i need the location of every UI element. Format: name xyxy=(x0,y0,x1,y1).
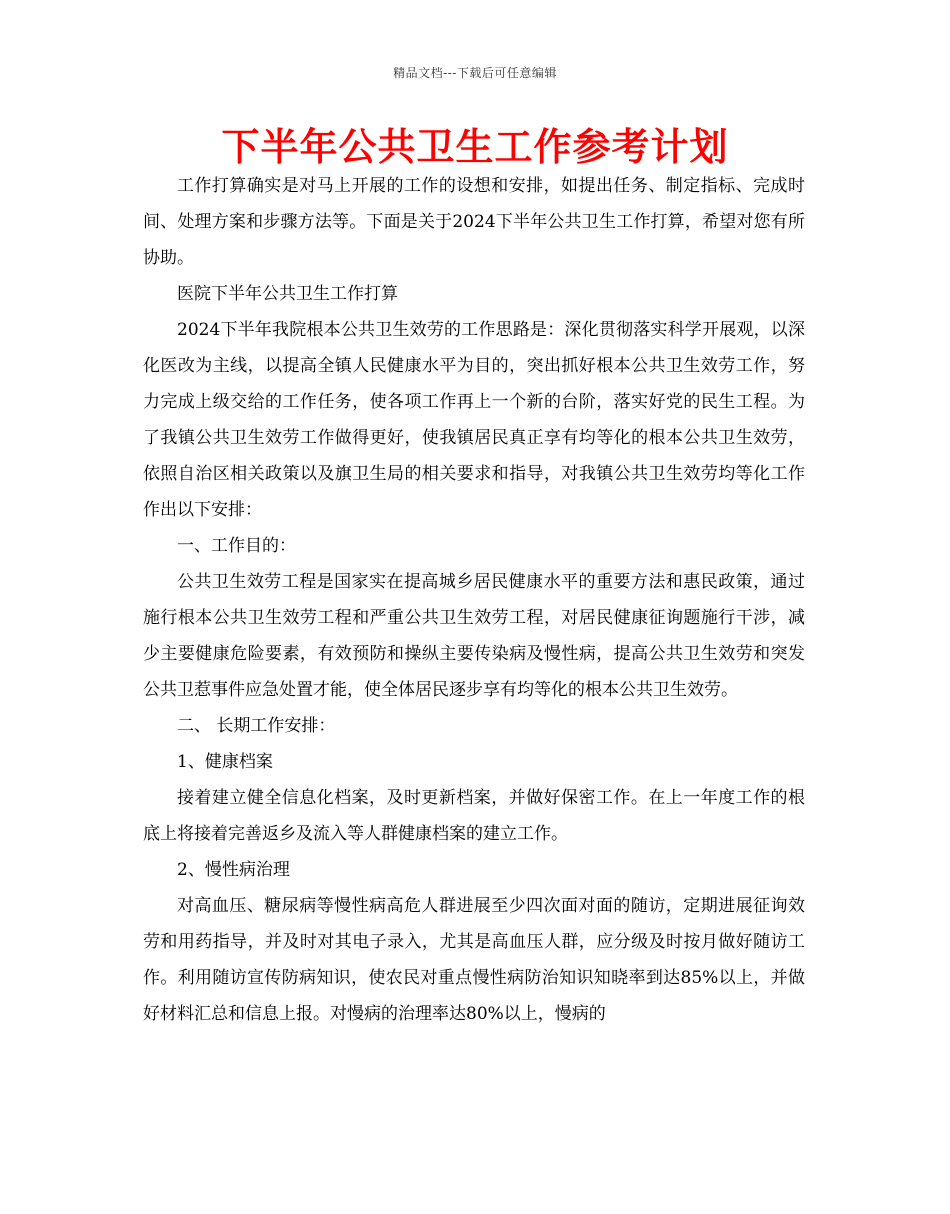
paragraph-health-records: 接着建立健全信息化档案，及时更新档案，并做好保密工作。在上一年度工作的根底上将接着完善返乡及流入等人群健康档案的建立工作。 xyxy=(143,788,805,844)
document-title: 下半年公共卫生工作参考计划 xyxy=(221,125,729,169)
paragraph-work-approach: 2024下半年我院根本公共卫生效劳的工作思路是：深化贯彻落实科学开展观，以深化医改为主线，以提高全镇人民健康水平为目的，突出抓好根本公共卫生效劳工作，努力完成上级交给的工作任务，使各项工作再上一个新的台阶，落实好党的民生工程。为了我镇公共卫生效劳工作做得更好，使我镇居民真正享有均等化的根本公共卫生效劳，依照自治区相关政策以及旗卫生局的相关要求和指导，对我镇公共卫生效劳均等化工作作出以下安排： xyxy=(143,320,805,520)
paragraph-subheading: 医院下半年公共卫生工作打算 xyxy=(177,284,398,304)
document-body xyxy=(143,168,805,1032)
paragraph-intro: 工作打算确实是对马上开展的工作的设想和安排，如提出任务、制定指标、完成时间、处理方案和步骤方法等。下面是关于2024下半年公共卫生工作打算，希望对您有所协助。 xyxy=(143,176,805,268)
paragraph-chronic-disease: 对高血压、糖尿病等慢性病高危人群进展至少四次面对面的随访，定期进展征询效劳和用药指导，并及时对其电子录入，尤其是高血压人群，应分级及时按月做好随访工作。利用随访宣传防病知识，使农民对重点慢性病防治知识知晓率到达85%以上，并做好材料汇总和信息上报。对慢病的治理率达80%以上，慢病的 xyxy=(143,896,805,1024)
paragraph-goal: 公共卫生效劳工程是国家实在提高城乡居民健康水平的重要方法和惠民政策，通过施行根本公共卫生效劳工程和严重公共卫生效劳工程，对居民健康征询题施行干涉，减少主要健康危险要素，有效预防和操纵主要传染病及慢性病，提高公共卫生效劳和突发公共卫惹事件应急处置才能，使全体居民逐步享有均等化的根本公共卫生效劳。 xyxy=(143,572,805,700)
page-header: 精品文档---下载后可任意编辑 xyxy=(393,66,557,80)
item-heading-health-records: 1、健康档案 xyxy=(177,752,273,772)
item-heading-chronic-disease: 2、慢性病治理 xyxy=(177,860,290,880)
section-heading-long-term: 二、 长期工作安排： xyxy=(177,716,336,736)
section-heading-goal: 一、工作目的： xyxy=(177,536,296,556)
